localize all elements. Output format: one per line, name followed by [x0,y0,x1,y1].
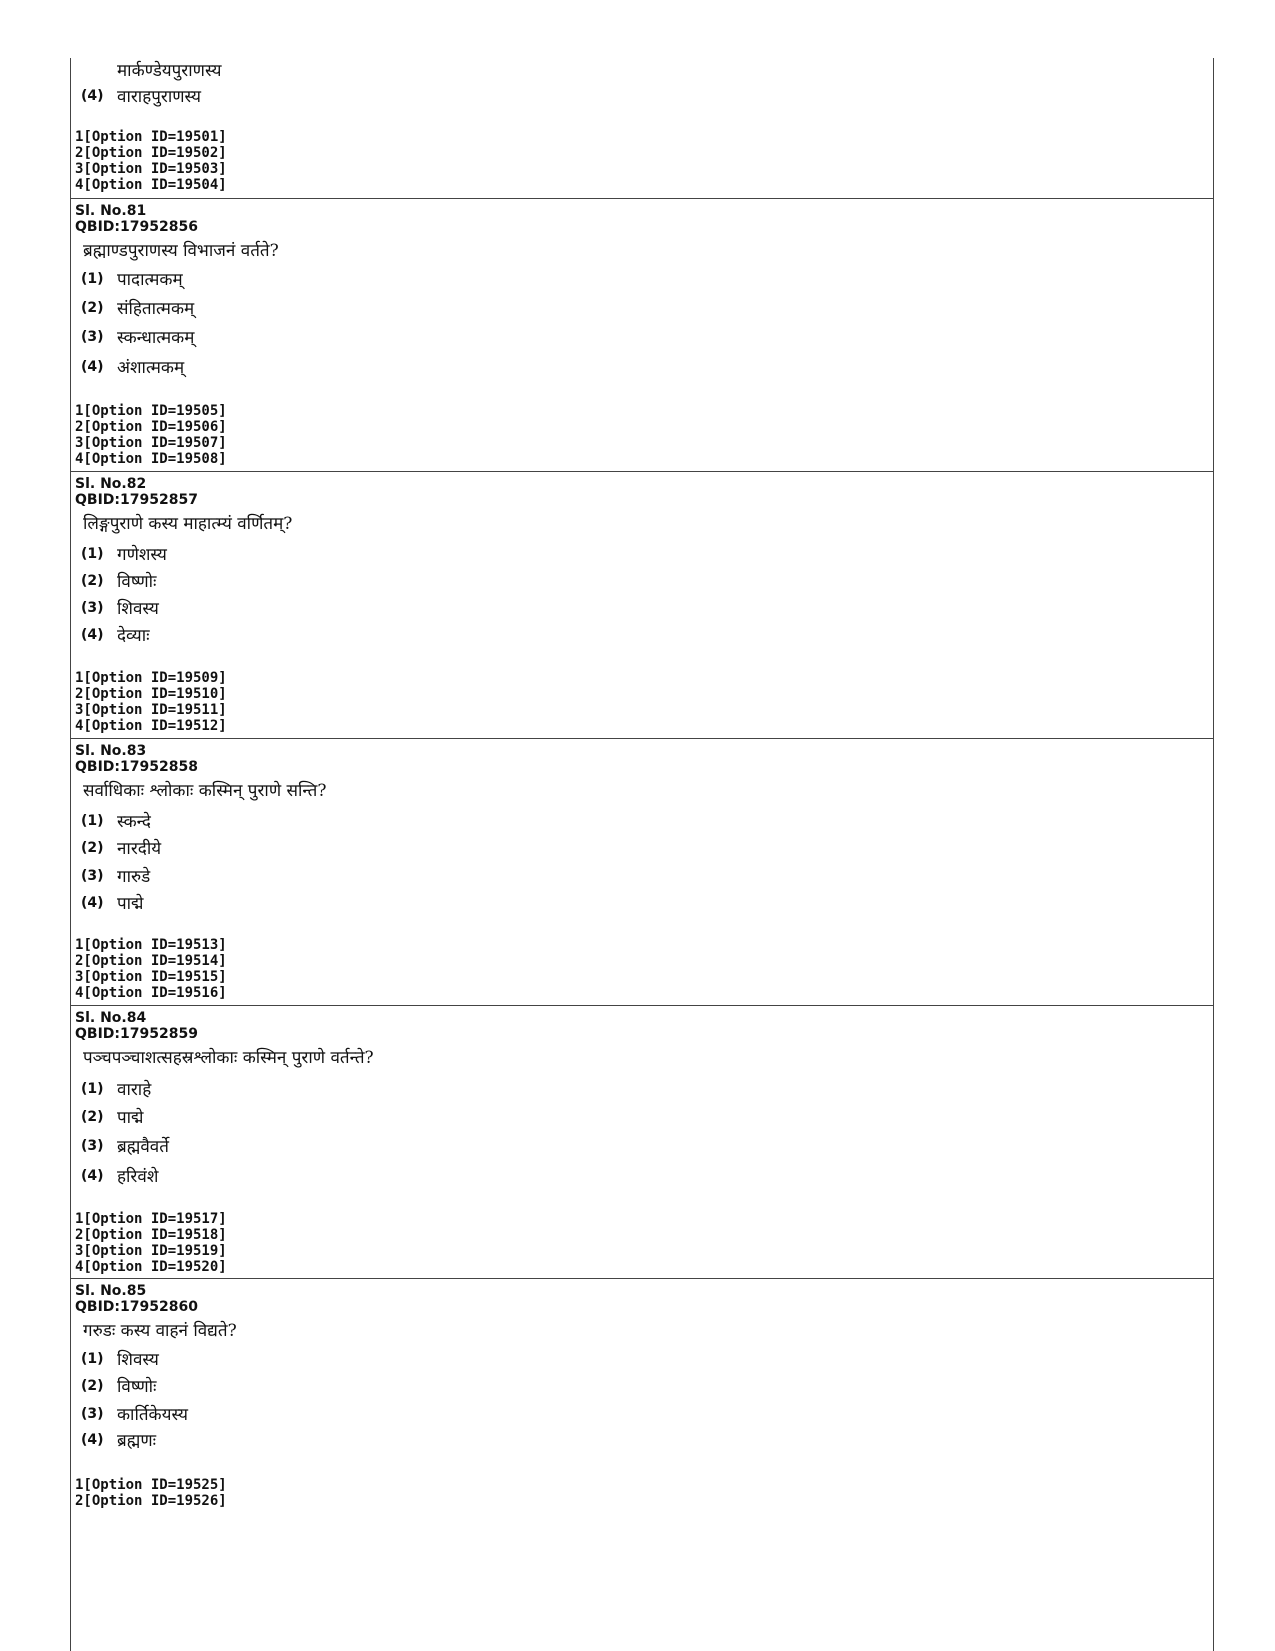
option-text: ब्रह्मणः [117,1431,157,1451]
option-number: (4) [81,894,104,911]
option-text: गणेशस्य [117,545,167,565]
question-divider [71,198,1213,199]
option-3 [81,864,150,890]
option-id: 3[Option ID=19519] [75,1243,227,1259]
qbid: QBID:17952860 [75,1299,198,1315]
option-text: स्कन्दे [117,812,151,832]
question-divider [71,1278,1213,1279]
option-2 [81,296,194,322]
option-id: 1[Option ID=19513] [75,937,227,953]
option-id: 1[Option ID=19505] [75,403,227,419]
question-text: गरुडः कस्य वाहनं विद्यते? [83,1321,237,1341]
option-id: 2[Option ID=19514] [75,953,227,969]
qbid: QBID:17952857 [75,492,198,508]
option-id: 2[Option ID=19526] [75,1493,227,1509]
option-2 [81,836,161,862]
option-text: स्कन्धात्मकम् [117,328,195,348]
option-number: (2) [81,299,104,316]
option-text: पाद्मे [117,894,144,914]
option-id: 2[Option ID=19518] [75,1227,227,1243]
option-id: 1[Option ID=19501] [75,129,227,145]
option-text: नारदीये [117,839,162,859]
option-number: (2) [81,1377,104,1394]
option-id: 4[Option ID=19508] [75,451,227,467]
option-id: 3[Option ID=19507] [75,435,227,451]
option-3 [81,596,159,622]
option-text: वाराहे [117,1080,152,1100]
option-id: 4[Option ID=19504] [75,177,227,193]
question-text: सर्वाधिकाः श्लोकाः कस्मिन् पुराणे सन्ति? [83,781,327,801]
option-number: (1) [81,1080,104,1097]
option-number: (3) [81,599,104,616]
option-text: वाराहपुराणस्य [117,87,202,107]
option-id: 2[Option ID=19502] [75,145,227,161]
option-4 [81,1428,156,1454]
question-divider [71,738,1213,739]
option-text: पादात्मकम् [117,270,183,290]
question-paper-frame [70,58,1214,1651]
option-4 [81,891,144,917]
serial-number: Sl. No.82 [75,476,147,492]
option-number: (3) [81,1405,104,1422]
option-4 [81,623,150,649]
qbid: QBID:17952859 [75,1026,198,1042]
option-number: (4) [81,1167,104,1184]
option-text: पाद्मे [117,1108,144,1128]
serial-number: Sl. No.83 [75,743,147,759]
option-2 [81,1374,156,1400]
serial-number: Sl. No.84 [75,1010,147,1026]
option-number: (4) [81,626,104,643]
question-text: लिङ्गपुराणे कस्य माहात्म्यं वर्णितम्? [83,514,293,534]
option-id: 3[Option ID=19515] [75,969,227,985]
option-3 [81,58,221,84]
option-text: विष्णोः [117,1377,157,1397]
option-text: अंशात्मकम् [117,358,185,378]
option-id: 2[Option ID=19506] [75,419,227,435]
serial-number: Sl. No.81 [75,203,147,219]
option-number: (1) [81,1350,104,1367]
question-divider [71,1005,1213,1006]
option-3 [81,1402,188,1428]
option-1 [81,267,183,293]
option-number: (1) [81,270,104,287]
option-text: ब्रह्मवैवर्ते [117,1137,169,1157]
option-1 [81,1077,151,1103]
option-text: गारुडे [117,867,151,887]
option-number: (1) [81,812,104,829]
option-text: हरिवंशे [117,1167,159,1187]
option-id: 3[Option ID=19511] [75,702,227,718]
option-number: (4) [81,87,104,104]
option-3 [81,1134,169,1160]
option-4 [81,355,184,381]
option-id: 4[Option ID=19520] [75,1259,227,1275]
option-1 [81,1347,159,1373]
option-text: शिवस्य [117,1350,159,1370]
option-text: संहितात्मकम् [117,299,195,319]
option-text: मार्कण्डेयपुराणस्य [117,61,222,81]
option-1 [81,542,167,568]
option-number: (3) [81,1137,104,1154]
option-id: 1[Option ID=19525] [75,1477,227,1493]
option-2 [81,1105,144,1131]
option-number: (2) [81,1108,104,1125]
option-1 [81,809,151,835]
qbid: QBID:17952858 [75,759,198,775]
option-number: (1) [81,545,104,562]
option-number: (3) [81,328,104,345]
option-number: (2) [81,839,104,856]
option-number: (4) [81,358,104,375]
option-id: 3[Option ID=19503] [75,161,227,177]
option-4 [81,84,201,110]
option-2 [81,569,156,595]
option-text: देव्याः [117,626,150,646]
option-number: (4) [81,1431,104,1448]
qbid: QBID:17952856 [75,219,198,235]
option-text: शिवस्य [117,599,159,619]
option-id: 4[Option ID=19512] [75,718,227,734]
option-number: (3) [81,867,104,884]
option-text: कार्तिकेयस्य [117,1405,188,1425]
option-id: 4[Option ID=19516] [75,985,227,1001]
question-text: ब्रह्माण्डपुराणस्य विभाजनं वर्तते? [83,241,279,261]
option-text: विष्णोः [117,572,157,592]
question-divider [71,471,1213,472]
option-number: (2) [81,572,104,589]
question-text: पञ्चपञ्चाशत्सहस्रश्लोकाः कस्मिन् पुराणे वर्तन्ते? [83,1048,374,1068]
option-4 [81,1164,158,1190]
serial-number: Sl. No.85 [75,1283,147,1299]
option-3 [81,325,194,351]
option-id: 2[Option ID=19510] [75,686,227,702]
option-id: 1[Option ID=19509] [75,670,227,686]
option-id: 1[Option ID=19517] [75,1211,227,1227]
